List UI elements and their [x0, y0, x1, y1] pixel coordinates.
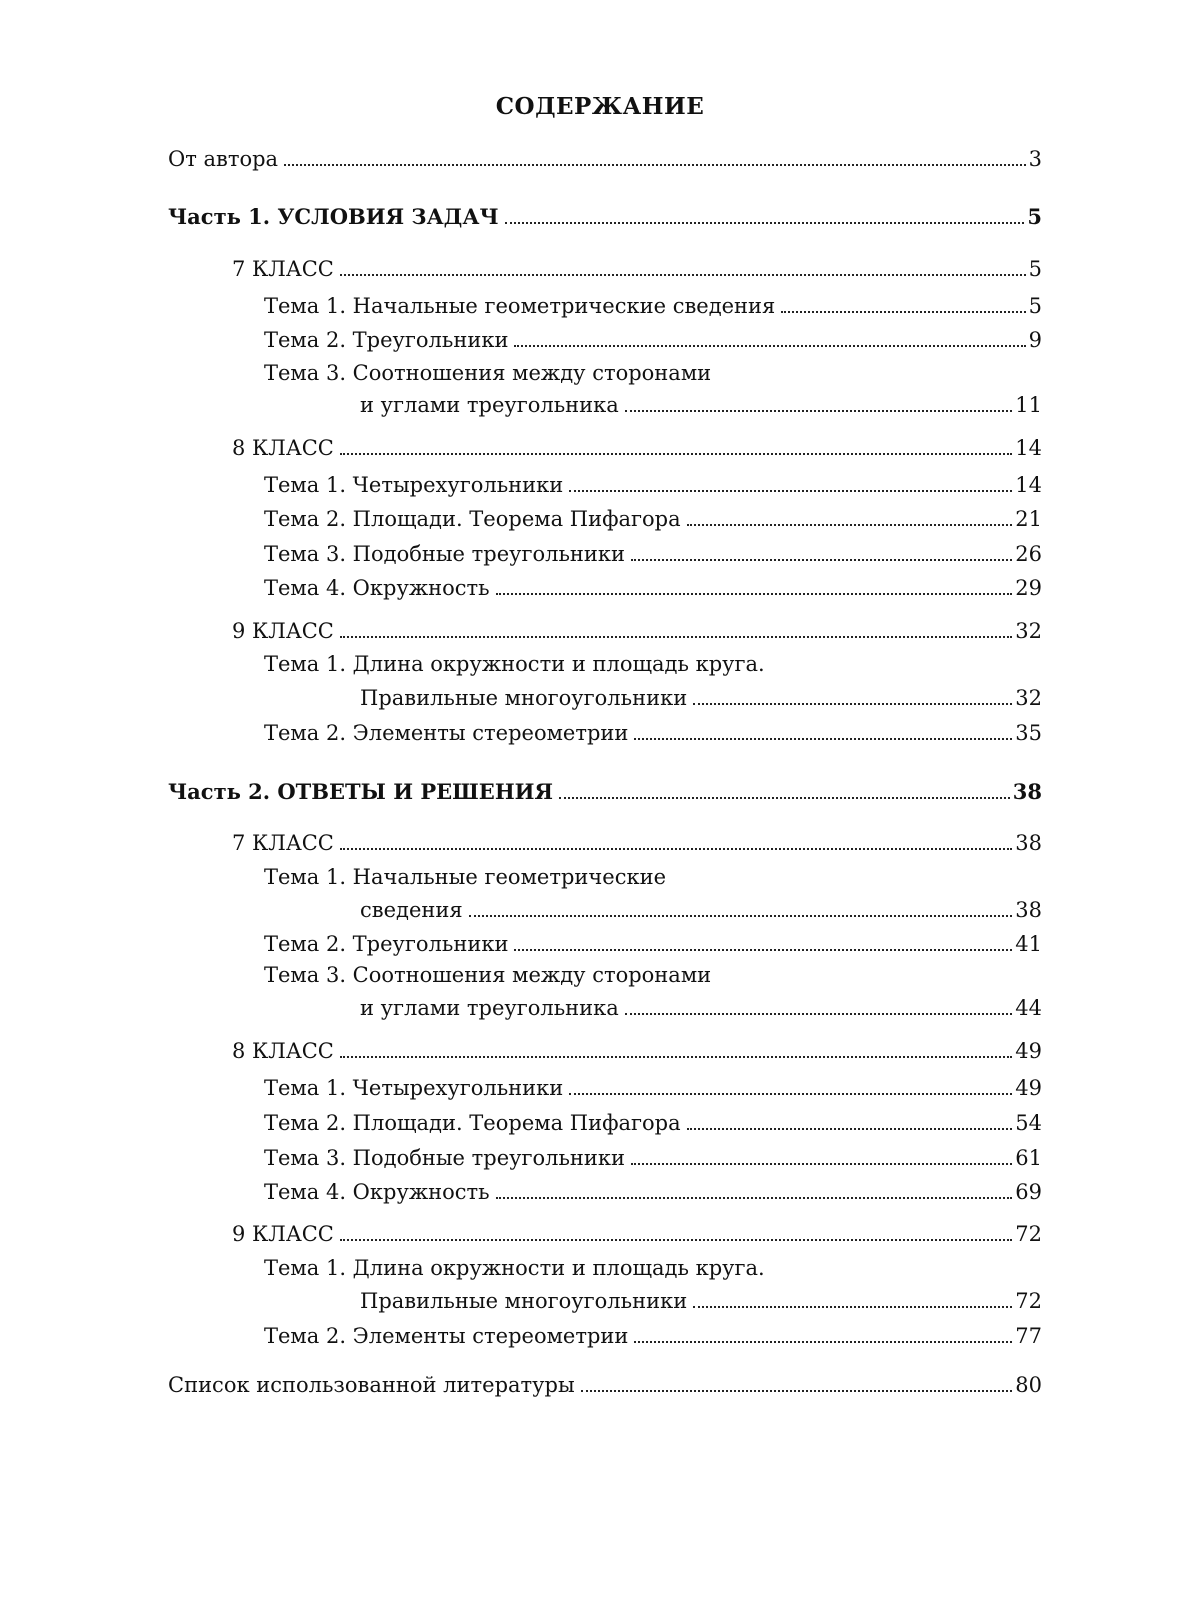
toc-entry-label: Тема 2. Треугольники: [264, 328, 509, 352]
dot-leader: [634, 737, 1012, 740]
toc-page-number: 5: [1028, 257, 1042, 281]
toc-entry[interactable]: [264, 1106, 1042, 1136]
toc-entry[interactable]: [264, 1319, 1042, 1349]
toc-class-heading[interactable]: [232, 252, 1042, 282]
toc-entry-label: Тема 2. Элементы стереометрии: [264, 1324, 629, 1348]
toc-entry-label: и углами треугольника: [360, 996, 619, 1020]
toc-entry-first-line: Тема 3. Соотношения между сторонами: [264, 361, 712, 385]
toc-page-number: 32: [1015, 686, 1042, 710]
toc-entry[interactable]: [360, 1284, 1042, 1314]
toc-page-number: 5: [1028, 294, 1042, 318]
toc-page-number: 80: [1015, 1373, 1042, 1397]
toc-class-heading[interactable]: [232, 431, 1042, 461]
dot-leader: [496, 1196, 1013, 1199]
toc-page-number: 21: [1015, 507, 1042, 531]
toc-page-number: 69: [1015, 1180, 1042, 1204]
dot-leader: [581, 1389, 1013, 1392]
toc-page-number: 3: [1028, 147, 1042, 171]
toc-class-heading[interactable]: [232, 1217, 1042, 1247]
dot-leader: [693, 702, 1012, 705]
toc-entry-label: сведения: [360, 898, 463, 922]
toc-entry-label: Тема 2. Площади. Теорема Пифагора: [264, 1111, 681, 1135]
toc-entry-label: 7 КЛАСС: [232, 257, 334, 281]
toc-page-number: 35: [1015, 721, 1042, 745]
toc-entry-label: и углами треугольника: [360, 393, 619, 417]
dot-leader: [687, 1127, 1013, 1130]
dot-leader: [514, 344, 1025, 347]
toc-entry[interactable]: [264, 289, 1042, 319]
toc-entry-label: 8 КЛАСС: [232, 436, 334, 460]
toc-entry-label: 9 КЛАСС: [232, 1222, 334, 1246]
toc-entry-label: Правильные многоугольники: [360, 686, 688, 710]
toc-page-number: 54: [1015, 1111, 1042, 1135]
toc-entry-label: Тема 2. Треугольники: [264, 932, 509, 956]
toc-entry-label: Тема 1. Четырехугольники: [264, 1076, 564, 1100]
toc-entry[interactable]: [360, 388, 1042, 418]
toc-page-number: 14: [1015, 436, 1042, 460]
dot-leader: [496, 592, 1013, 595]
toc-entry-label: Список использованной литературы: [168, 1373, 575, 1397]
dot-leader: [340, 635, 1012, 638]
toc-entry[interactable]: [264, 537, 1042, 567]
toc-entry-label: 9 КЛАСС: [232, 619, 334, 643]
toc-entry-label: От автора: [168, 147, 279, 171]
toc-entry-label: Тема 3. Подобные треугольники: [264, 1146, 626, 1170]
dot-leader: [631, 1162, 1012, 1165]
toc-page-number: 38: [1015, 898, 1042, 922]
toc-page-number: 77: [1015, 1324, 1042, 1348]
dot-leader: [559, 796, 1010, 799]
toc-entry[interactable]: [264, 323, 1042, 353]
dot-leader: [569, 1092, 1012, 1095]
toc-class-heading[interactable]: [232, 614, 1042, 644]
dot-leader: [687, 523, 1013, 526]
toc-entry-label: Тема 3. Подобные треугольники: [264, 542, 626, 566]
toc-page-number: 41: [1015, 932, 1042, 956]
toc-entry[interactable]: [264, 1175, 1042, 1205]
toc-page-number: 14: [1015, 473, 1042, 497]
toc-entry-label: Часть 1. УСЛОВИЯ ЗАДАЧ: [168, 204, 499, 229]
toc-page-number: 49: [1015, 1076, 1042, 1100]
toc-entry-label: Часть 2. ОТВЕТЫ И РЕШЕНИЯ: [168, 779, 554, 804]
dot-leader: [340, 847, 1012, 850]
dot-leader: [693, 1305, 1012, 1308]
toc-entry[interactable]: [264, 1071, 1042, 1101]
toc-entry[interactable]: [264, 502, 1042, 532]
toc-entry-first-line: Тема 1. Длина окружности и площадь круга.: [264, 652, 765, 676]
dot-leader: [625, 1012, 1012, 1015]
dot-leader: [340, 1055, 1012, 1058]
toc-entry-label: Тема 4. Окружность: [264, 1180, 490, 1204]
dot-leader: [340, 1238, 1012, 1241]
dot-leader: [569, 489, 1012, 492]
toc-entry[interactable]: [264, 927, 1042, 957]
toc-entry[interactable]: [360, 681, 1042, 711]
toc-entry[interactable]: [264, 716, 1042, 746]
dot-leader: [514, 948, 1012, 951]
toc-entry-label: Тема 1. Начальные геометрические сведения: [264, 294, 776, 318]
toc-entry[interactable]: [168, 142, 1042, 172]
toc-page-number: 5: [1027, 204, 1042, 229]
toc-page-number: 9: [1028, 328, 1042, 352]
toc-class-heading[interactable]: [232, 1034, 1042, 1064]
dot-leader: [340, 452, 1012, 455]
toc-entry[interactable]: [264, 571, 1042, 601]
toc-page-number: 49: [1015, 1039, 1042, 1063]
toc-page-number: 38: [1012, 779, 1042, 804]
toc-entry[interactable]: [360, 991, 1042, 1021]
toc-page-number: 72: [1015, 1222, 1042, 1246]
toc-page-number: 38: [1015, 831, 1042, 855]
toc-page-number: 26: [1015, 542, 1042, 566]
dot-leader: [625, 409, 1012, 412]
toc-page-number: 32: [1015, 619, 1042, 643]
toc-class-heading[interactable]: [232, 826, 1042, 856]
toc-part-heading[interactable]: [168, 200, 1042, 230]
toc-entry-label: 7 КЛАСС: [232, 831, 334, 855]
toc-page-number: 72: [1015, 1289, 1042, 1313]
dot-leader: [469, 914, 1013, 917]
dot-leader: [634, 1340, 1012, 1343]
dot-leader: [781, 310, 1025, 313]
toc-part-heading[interactable]: [168, 775, 1042, 805]
toc-page-number: 29: [1015, 576, 1042, 600]
toc-entry-first-line: Тема 3. Соотношения между сторонами: [264, 963, 712, 987]
dot-leader: [631, 558, 1012, 561]
toc-entry-first-line: Тема 1. Длина окружности и площадь круга.: [264, 1256, 765, 1280]
dot-leader: [505, 221, 1025, 224]
toc-entry[interactable]: [168, 1368, 1042, 1398]
dot-leader: [340, 273, 1026, 276]
page-title: СОДЕРЖАНИЕ: [495, 93, 705, 120]
toc-entry-label: 8 КЛАСС: [232, 1039, 334, 1063]
toc-entry-label: Тема 4. Окружность: [264, 576, 490, 600]
toc-entry-label: Тема 1. Четырехугольники: [264, 473, 564, 497]
toc-page-number: 11: [1015, 393, 1042, 417]
toc-entry-label: Правильные многоугольники: [360, 1289, 688, 1313]
toc-entry[interactable]: [264, 1141, 1042, 1171]
toc-entry[interactable]: [264, 468, 1042, 498]
toc-page-number: 44: [1015, 996, 1042, 1020]
toc-page-number: 61: [1015, 1146, 1042, 1170]
dot-leader: [284, 163, 1026, 166]
toc-entry-label: Тема 2. Площади. Теорема Пифагора: [264, 507, 681, 531]
toc-entry[interactable]: [360, 893, 1042, 923]
toc-entry-label: Тема 2. Элементы стереометрии: [264, 721, 629, 745]
toc-entry-first-line: Тема 1. Начальные геометрические: [264, 865, 667, 889]
